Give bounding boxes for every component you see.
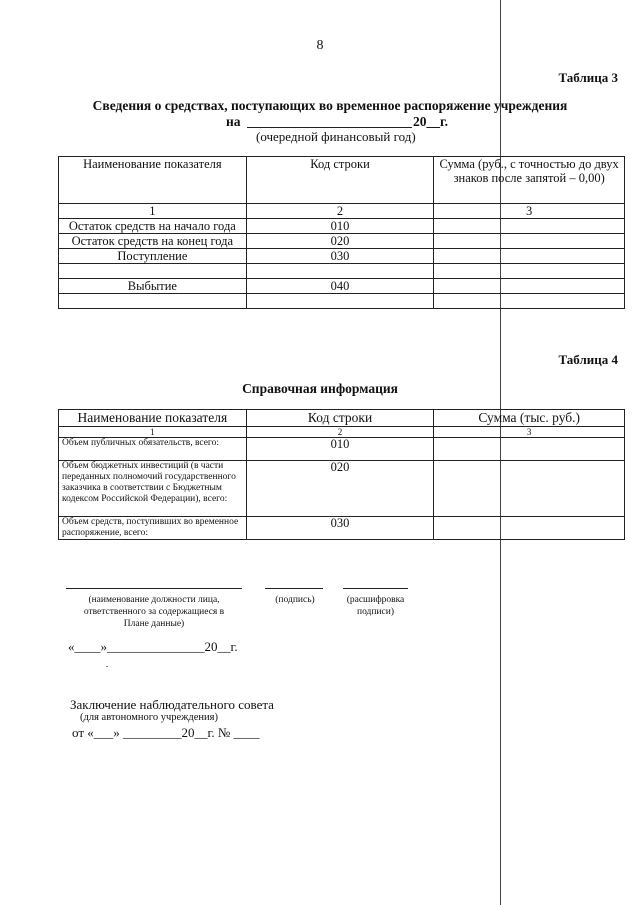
position-line <box>66 588 242 589</box>
row-code: 030 <box>246 249 434 264</box>
conclusion-title: Заключение наблюдательного совета <box>70 697 274 712</box>
row-code: 030 <box>246 517 434 540</box>
conclusion-subtitle: (для автономного учреждения) <box>80 712 218 723</box>
table3-date-year: 20__г. <box>413 114 448 129</box>
table-header-row <box>59 157 625 204</box>
row-sum <box>434 234 625 249</box>
row-code <box>246 264 434 279</box>
table3 <box>58 156 625 309</box>
row-name: Поступление <box>59 249 247 264</box>
table4-label: Таблица 4 <box>558 352 618 367</box>
table-row <box>59 517 625 540</box>
table-row <box>59 461 625 517</box>
row-name: Выбытие <box>59 279 247 294</box>
table-row <box>59 234 625 249</box>
row-code: 040 <box>246 279 434 294</box>
table3-label: Таблица 3 <box>558 70 618 85</box>
row-code: 020 <box>246 234 434 249</box>
header-cell: Код строки <box>246 410 434 427</box>
row-sum <box>434 438 625 461</box>
table3-date-line <box>247 127 412 128</box>
table4 <box>58 409 625 540</box>
row-code: 010 <box>246 438 434 461</box>
column-number: 1 <box>59 427 247 438</box>
column-number: 1 <box>59 204 247 219</box>
table-row <box>59 264 625 279</box>
header-cell: Код строки <box>246 157 434 204</box>
row-name: Объем бюджетных инвестиций (в части переданных полномочий государственного заказчика в соответствии с Бюджетным кодексом Российской Федерации), всего: <box>59 461 247 517</box>
page-number: 8 <box>316 38 324 53</box>
table3-period-caption: (очередной финансовый год) <box>256 129 416 144</box>
table-row <box>59 249 625 264</box>
row-code <box>246 294 434 309</box>
row-name: Объем средств, поступивших во временное распоряжение, всего: <box>59 517 247 540</box>
row-sum <box>434 264 625 279</box>
row-sum <box>434 249 625 264</box>
table-header-row <box>59 410 625 427</box>
signature-caption: (подпись) <box>275 595 315 605</box>
table-row <box>59 438 625 461</box>
decoding-caption: (расшифровка подписи) <box>346 595 405 617</box>
row-name: Остаток средств на конец года <box>59 234 247 249</box>
row-code: 010 <box>246 219 434 234</box>
header-cell: Сумма (руб., с точностью до двух знаков после запятой – 0,00) <box>434 157 625 204</box>
header-cell: Сумма (тыс. руб.) <box>434 410 625 427</box>
column-number: 3 <box>434 427 625 438</box>
row-sum <box>434 279 625 294</box>
row-sum <box>434 219 625 234</box>
column-number: 2 <box>246 427 434 438</box>
header-cell: Наименование показателя <box>59 410 247 427</box>
position-caption: (наименование должности лица, ответственного за содержащиеся в Плане данные) <box>83 595 225 629</box>
scan-speck <box>106 666 108 667</box>
decoding-line <box>343 588 408 589</box>
row-name: Объем публичных обязательств, всего: <box>59 438 247 461</box>
column-number: 3 <box>434 204 625 219</box>
table3-date-prefix: на <box>226 114 241 129</box>
row-code: 020 <box>246 461 434 517</box>
table-row <box>59 219 625 234</box>
row-sum <box>434 461 625 517</box>
signature-line <box>265 588 323 589</box>
table4-title: Справочная информация <box>242 381 398 396</box>
conclusion-date-line: от «___» _________20__г. № ____ <box>72 725 260 740</box>
header-cell: Наименование показателя <box>59 157 247 204</box>
table-row <box>59 279 625 294</box>
row-name: Остаток средств на начало года <box>59 219 247 234</box>
signature-date-line: «____»_______________20__г. <box>68 639 238 654</box>
table3-title: Сведения о средствах, поступающих во временное распоряжение учреждения <box>92 98 568 113</box>
row-sum <box>434 294 625 309</box>
table-row <box>59 294 625 309</box>
row-sum <box>434 517 625 540</box>
row-name <box>59 264 247 279</box>
column-numbers-row <box>59 204 625 219</box>
row-name <box>59 294 247 309</box>
column-numbers-row <box>59 427 625 438</box>
column-number: 2 <box>246 204 434 219</box>
